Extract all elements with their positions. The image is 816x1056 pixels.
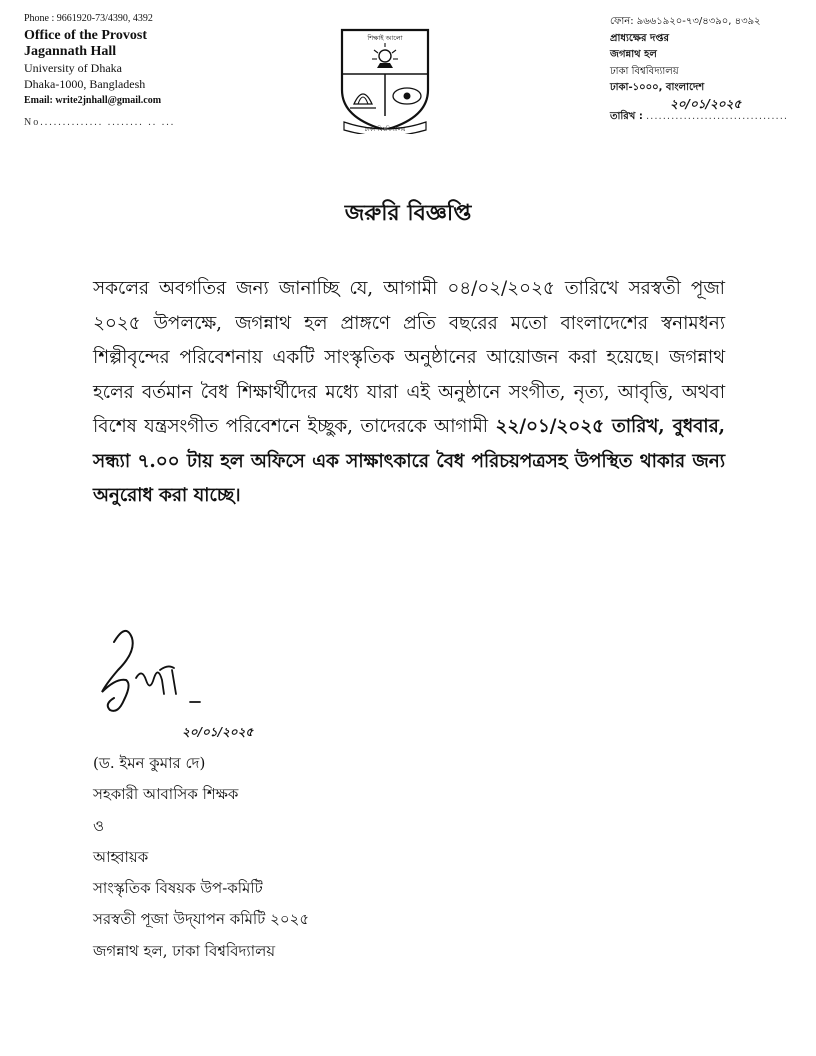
notice-body-emphasis: ২২/০১/২০২৫ তারিখ, বুধবার, সন্ধ্যা ৭.০০ টায় হল অফিসে এক সাক্ষাৎকারে বৈধ পরিচয়পত্রসহ উপস্থিত থাকার জন্য অনুরোধ করা যাচ্ছে।	[93, 416, 726, 506]
notice-body-text: সকলের অবগতির জন্য জানাচ্ছি যে, আগামী ০৪/০২/২০২৫ তারিখে সরস্বতী পূজা ২০২৫ উপলক্ষে, জগন্নাথ হল প্রাঙ্গণে প্রতি বছরের মতো বাংলাদেশের স্বনামধন্য শিল্পীবৃন্দের পরিবেশনায় একটি সাংস্কৃতিক অনুষ্ঠানের আয়োজন করা হয়েছে। জগন্নাথ হলের বর্তমান বৈধ শিক্ষার্থীদের মধ্যে যারা এই অনুষ্ঠানে সংগীত, নৃত্য, আবৃত্তি, অথবা বিশেষ যন্ত্রসংগীত পরিবেশনে ইচ্ছুক, তাদেরকে আগামী	[93, 278, 725, 437]
office-name: Office of the Provost	[24, 27, 147, 43]
email-address: Email: write2jnhall@gmail.com	[24, 95, 162, 107]
signatory-designation: সহকারী আবাসিক শিক্ষক	[93, 785, 239, 804]
office-name-bn: প্রাধ্যক্ষের দপ্তর	[610, 32, 669, 44]
address-bn: ঢাকা-১০০০, বাংলাদেশ	[610, 82, 705, 93]
signatory-name: (ড. ইমন কুমার দে)	[93, 754, 206, 772]
seal-top-text: শিক্ষাই আলো	[367, 34, 403, 42]
signatory-event-committee: সরস্বতী পূজা উদ্‌যাপন কমিটি ২০২৫	[93, 910, 310, 929]
date-line	[610, 111, 800, 123]
handwritten-signature	[92, 620, 222, 720]
hall-name: Jagannath Hall	[24, 44, 117, 60]
signatory-committee: সাংস্কৃতিক বিষয়ক উপ-কমিটি	[93, 879, 263, 898]
signatory-role: আহ্বায়ক	[93, 847, 149, 866]
notice-body	[93, 272, 725, 514]
date-dots: ..................................	[646, 110, 789, 122]
signature-date: ২০/০১/২০২৫	[182, 725, 254, 739]
signatory-block	[93, 748, 513, 967]
phone-number-bn: ফোন: ৯৬৬১৯২০-৭৩/৪৩৯০, ৪৩৯২	[610, 16, 761, 27]
letterhead-english	[24, 12, 194, 129]
signatory-conjunction: ও	[93, 816, 105, 835]
university-seal-logo	[336, 26, 434, 134]
hall-name-bn: জগন্নাথ হল	[610, 49, 657, 60]
seal-banner-text: ঢাকা বিশ্ববিদ্যালয়	[364, 126, 406, 133]
date-label: তারিখ :	[610, 110, 643, 122]
letterhead-bengali	[610, 14, 800, 123]
handwritten-date: ২০/০১/২০২৫	[670, 96, 742, 111]
university-name-bn: ঢাকা বিশ্ববিদ্যালয়	[610, 65, 679, 77]
phone-number: Phone : 9661920-73/4390, 4392	[24, 13, 153, 24]
signatory-institution: জগন্নাথ হল, ঢাকা বিশ্ববিদ্যালয়	[93, 941, 276, 960]
university-name: University of Dhaka	[24, 61, 122, 76]
reference-number-line: No.............. ........ .. ...	[24, 116, 176, 128]
address: Dhaka-1000, Bangladesh	[24, 76, 146, 91]
notice-title: জরুরি বিজ্ঞপ্তি	[344, 200, 472, 226]
